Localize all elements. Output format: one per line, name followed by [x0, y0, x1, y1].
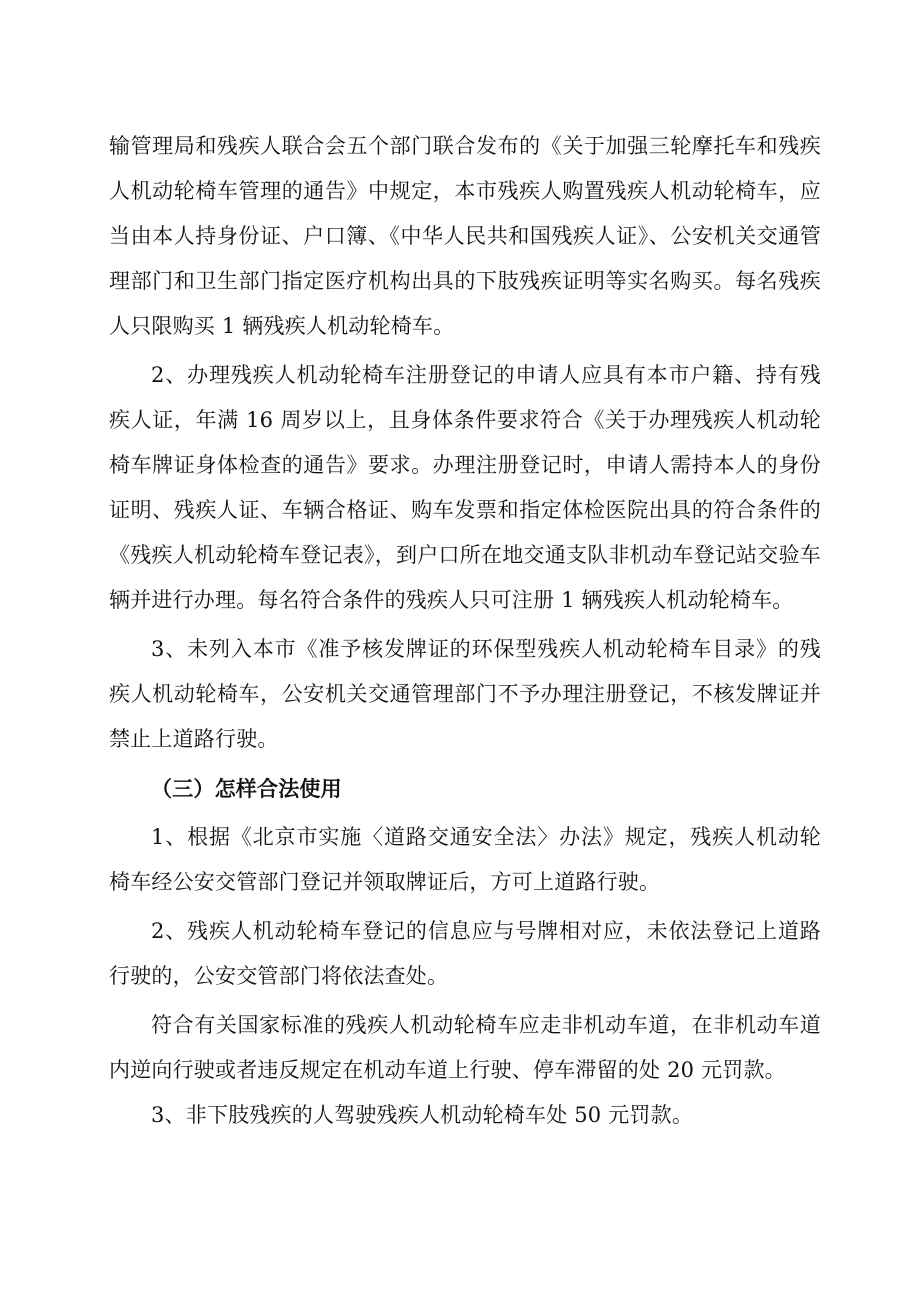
paragraph-unlisted-vehicles: 3、未列入本市《准予核发牌证的环保型残疾人机动轮椅车目录》的残疾人机动轮椅车，公安机关交通管理部门不予办理注册登记，不核发牌证并禁止上道路行驶。 [109, 637, 821, 751]
document-body [109, 124, 821, 1138]
paragraph-lane-rules: 符合有关国家标准的残疾人机动轮椅车应走非机动车道，在非机动车道内逆向行驶或者违反规定在机动车道上行驶、停车滞留的处 20 元罚款。 [109, 1013, 821, 1082]
paragraph-non-disabled-drivers: 3、非下肢残疾的人驾驶残疾人机动轮椅车处 50 元罚款。 [151, 1103, 694, 1127]
paragraph-registration-info: 2、残疾人机动轮椅车登记的信息应与号牌相对应，未依法登记上道路行驶的，公安交管部门将依法查处。 [109, 919, 821, 988]
section-heading-legal-use: （三）怎样合法使用 [151, 776, 342, 801]
paragraph-license-plates: 1、根据《北京市实施〈道路交通安全法〉办法》规定，残疾人机动轮椅车经公安交管部门登记并领取牌证后，方可上道路行驶。 [109, 825, 821, 894]
paragraph-registration-requirements: 2、办理残疾人机动轮椅车注册登记的申请人应具有本市户籍、持有残疾人证，年满 16 周岁以上，且身体条件要求符合《关于办理残疾人机动轮椅车牌证身体检查的通告》要求。办理注册登记时，申请人需持本人的身份证明、残疾人证、车辆合格证、购车发票和指定体检医院出具的符合条件的《残疾人机动轮椅车登记表》，到户口所在地交通支队非机动车登记站交验车辆并进行办理。每名符合条件的残疾人只可注册 1 辆残疾人机动轮椅车。 [109, 363, 821, 612]
paragraph-purchase-rules: 输管理局和残疾人联合会五个部门联合发布的《关于加强三轮摩托车和残疾人机动轮椅车管理的通告》中规定，本市残疾人购置残疾人机动轮椅车，应当由本人持身份证、户口簿、《中华人民共和国残疾人证》、公安机关交通管理部门和卫生部门指定医疗机构出具的下肢残疾证明等实名购买。每名残疾人只限购买 1 辆残疾人机动轮椅车。 [109, 134, 821, 338]
